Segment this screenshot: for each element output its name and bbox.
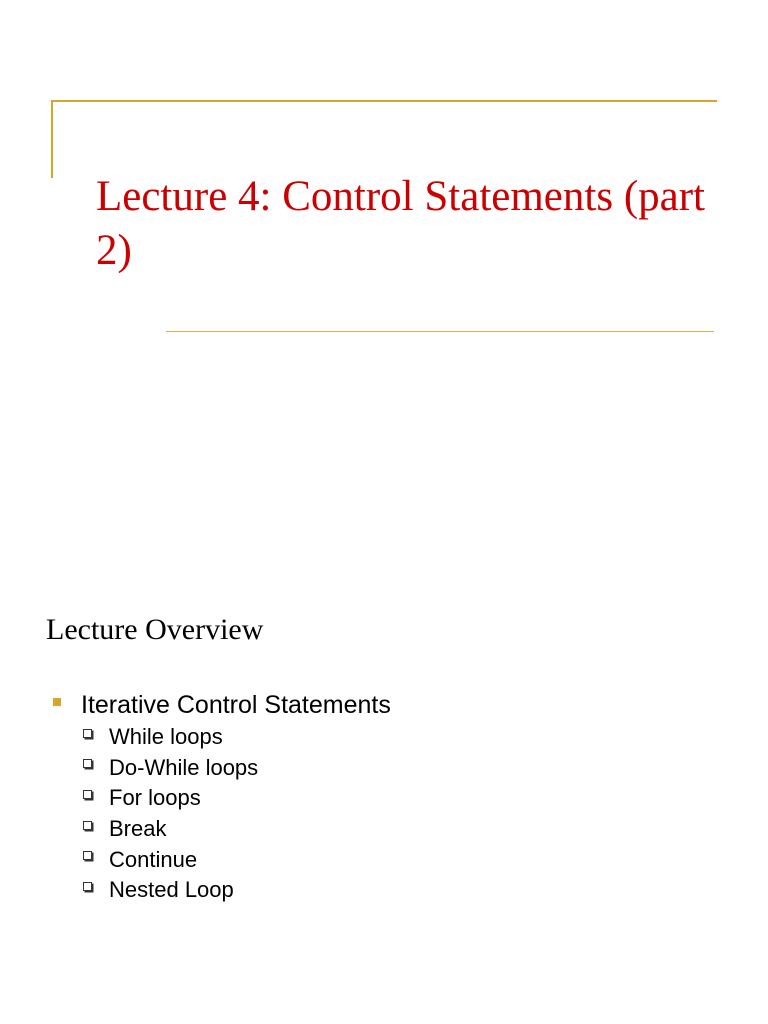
sub-bullet-label: Break bbox=[109, 816, 167, 842]
sub-bullet-label: Nested Loop bbox=[109, 877, 234, 903]
title-frame-left-rule bbox=[51, 100, 53, 178]
square-bullet-icon bbox=[53, 698, 61, 706]
sub-bullet-item bbox=[83, 783, 391, 814]
slide-title: Lecture 4: Control Statements (part 2) bbox=[96, 173, 705, 274]
hollow-box-bullet-icon bbox=[83, 882, 92, 891]
bullet-row bbox=[53, 688, 391, 722]
sub-bullet-item bbox=[83, 875, 391, 906]
bullet-item bbox=[53, 688, 391, 906]
sub-bullet-label: For loops bbox=[109, 785, 201, 811]
hollow-box-bullet-icon bbox=[83, 759, 92, 768]
sub-bullet-list bbox=[53, 722, 391, 906]
overview-bullet-list bbox=[53, 688, 391, 906]
title-underline-rule bbox=[166, 331, 714, 332]
hollow-box-bullet-icon bbox=[83, 790, 92, 799]
sub-bullet-label: Continue bbox=[109, 846, 198, 872]
sub-bullet-item bbox=[83, 753, 391, 784]
bullet-label: Iterative Control Statements bbox=[81, 690, 391, 719]
hollow-box-bullet-icon bbox=[83, 729, 92, 738]
section-heading: Lecture Overview bbox=[46, 613, 264, 646]
sub-bullet-item bbox=[83, 814, 391, 845]
sub-bullet-item bbox=[83, 844, 391, 875]
title-frame-top-rule bbox=[51, 100, 717, 102]
sub-bullet-label: Do-While loops bbox=[109, 754, 259, 780]
hollow-box-bullet-icon bbox=[83, 851, 92, 860]
sub-bullet-label: While loops bbox=[109, 724, 223, 750]
sub-bullet-item bbox=[83, 722, 391, 753]
hollow-box-bullet-icon bbox=[83, 821, 92, 830]
